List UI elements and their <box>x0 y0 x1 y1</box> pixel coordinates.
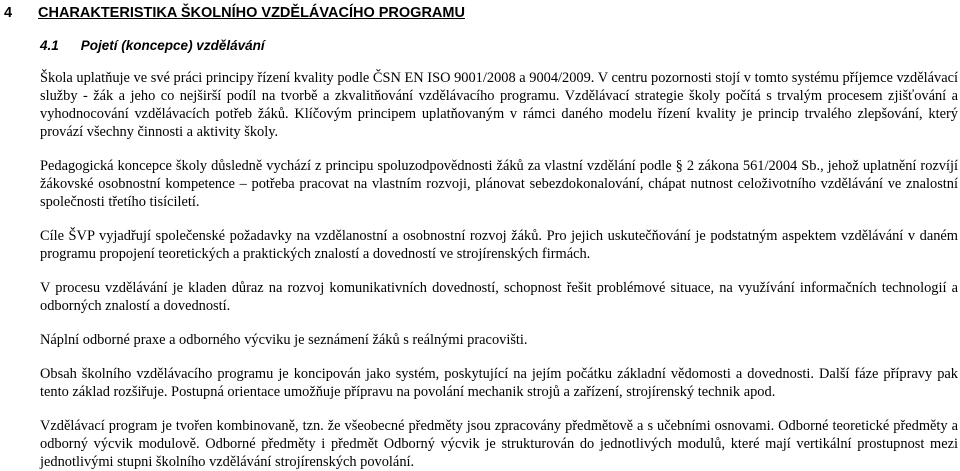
paragraph-pedagogical-concept: Pedagogická koncepce školy důsledně vychází z principu spoluzodpovědnosti žáků za vlastní vzdělání podle § 2 zákona 561/2004 Sb., jehož uplatnění rozvíjí žákovské osobnostní kompetence – potřeba pracovat na vlastním rozvoji, plánovat sebezdokonalování, chápat nutnost celoživotního vzdělávání ve znalostní společnosti třetího tisíciletí. <box>40 158 958 210</box>
section-number: 4.1 <box>40 38 59 53</box>
paragraph-program-structure: Vzdělávací program je tvořen kombinovaně, tzn. že všeobecné předměty jsou zpracovány předmětově a s učebními osnovami. Odborné teoretické předměty a odborný výcvik modulově. Odborné předměty i předmět Odborný výcvik je strukturován do jednotlivých modulů, které mají vertikální prostupnost mezi jednotlivými stupni školního vzdělávání strojírenských povolání. <box>40 418 958 470</box>
paragraph-program-content: Obsah školního vzdělávacího programu je koncipován jako systém, poskytující na jejím počátku základní vědomosti a dovednosti. Další fáze přípravy pak tento základ rozšiřuje. Postupná orientace umožňuje přípravu na povolání mechanik strojů a zařízení, strojírenský technik apod. <box>40 366 958 400</box>
section-title: Pojetí (koncepce) vzdělávání <box>80 38 265 53</box>
chapter-title: CHARAKTERISTIKA ŠKOLNÍHO VZDĚLÁVACÍHO PROGRAMU <box>38 5 465 21</box>
chapter-number: 4 <box>4 5 13 21</box>
document-body <box>40 69 958 471</box>
paragraph-education-process: V procesu vzdělávání je kladen důraz na rozvoj komunikativních dovedností, schopnost řešit problémové situace, na využívání informačních technologií a odborných znalostí a dovedností. <box>40 280 958 314</box>
section-heading <box>40 37 265 55</box>
paragraph-quality-management: Škola uplatňuje ve své práci principy řízení kvality podle ČSN EN ISO 9001/2008 a 9004/2009. V centru pozornosti stojí v tomto systému příjemce vzdělávací služby - žák a jeho co nejširší podíl na tvorbě a zkvalitňování vzdělávacího programu. Vzdělávací strategie školy počítá s trvalým procesem zjišťování a vyhodnocování vzdělávacích potřeb žáků. Klíčovým principem uplatňovaným v rámci daného modelu řízení kvality je princip trvalého zlepšování, který provází všechny činnosti a aktivity školy. <box>40 70 958 140</box>
paragraph-practice: Náplní odborné praxe a odborného výcviku je seznámení žáků s reálnými pracovišti. <box>40 332 528 348</box>
paragraph-svp-goals: Cíle ŠVP vyjadřují společenské požadavky na vzdělanostní a osobnostní rozvoj žáků. Pro jejich uskutečňování je podstatným aspektem vzdělávání v daném programu propojení teoretických a praktických znalostí a dovedností ve strojírenských firmách. <box>40 228 958 262</box>
